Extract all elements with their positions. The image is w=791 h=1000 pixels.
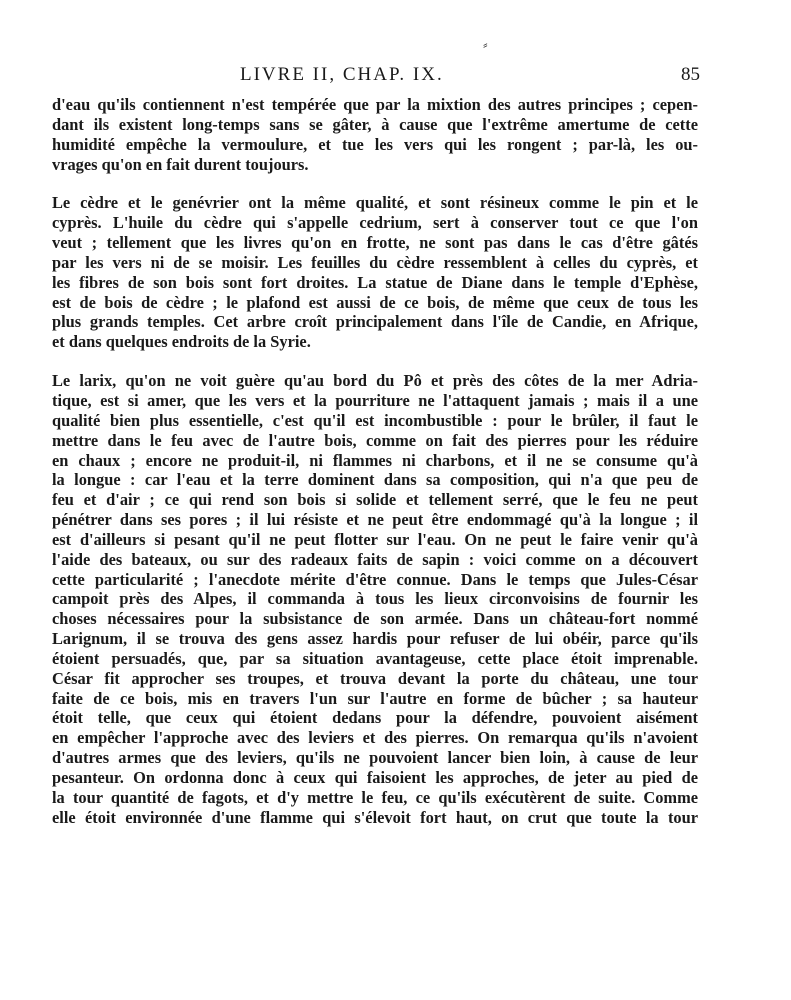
text-line: en empêcher l'approche avec des leviers et des pierres. On remarqua qu'ils n'avoient bbox=[52, 728, 698, 748]
ink-mark: ⸗ bbox=[483, 38, 488, 53]
paragraph-3 bbox=[52, 371, 698, 827]
text-line: et dans quelques endroits de la Syrie. bbox=[52, 332, 311, 352]
text-line: pénétrer dans ses pores ; il lui résiste et ne peut être endommagé qu'à la longue ; il bbox=[52, 510, 698, 530]
text-line: Le larix, qu'on ne voit guère qu'au bord du Pô et près des côtes de la mer Adria- bbox=[52, 371, 698, 391]
text-line: l'aide des bateaux, ou sur des radeaux faits de sapin : voici comme on a découvert bbox=[52, 549, 698, 569]
text-line: veut ; tellement que les livres qu'on en frotte, ne sont pas dans le cas d'être gâtés bbox=[52, 233, 698, 253]
text-line: d'autres armes que des leviers, qu'ils ne pouvoient lancer bien loin, à cause de leur bbox=[52, 748, 698, 768]
text-line: dant ils existent long-temps sans se gâter, à cause que l'extrême amertume de cette bbox=[52, 114, 698, 134]
text-line: vrages qu'on en fait durent toujours. bbox=[52, 154, 309, 174]
text-line: Larignum, il se trouva des gens assez hardis pour refuser de lui obéir, parce qu'ils bbox=[52, 629, 698, 649]
text-line: tique, est si amer, que les vers et la pourriture ne l'attaquent jamais ; mais il a une bbox=[52, 390, 698, 410]
text-line: la tour quantité de fagots, et d'y mettre le feu, ce qu'ils exécutèrent de suite. Comme bbox=[52, 787, 698, 807]
text-line: choses nécessaires pour la subsistance de son armée. Dans un château-fort nommé bbox=[52, 609, 698, 629]
text-line: feu et d'air ; ce qui rend son bois si solide et tellement serré, que le feu ne peut bbox=[52, 490, 698, 510]
text-line: est d'ailleurs si pesant qu'il ne peut flotter sur l'eau. On ne peut le faire venir qu'à bbox=[52, 529, 698, 549]
text-line: cyprès. L'huile du cèdre qui s'appelle cedrium, sert à conserver tout ce que l'on bbox=[52, 213, 698, 233]
page-number: 85 bbox=[681, 64, 700, 85]
text-line: mettre dans le feu avec de l'autre bois, comme on fait des pierres pour les réduire bbox=[52, 430, 698, 450]
text-line: qualité bien plus essentielle, c'est qu'il est incombustible : pour le brûler, il faut le bbox=[52, 410, 698, 430]
text-line: plus grands temples. Cet arbre croît principalement dans l'île de Candie, en Afrique, bbox=[52, 312, 698, 332]
text-line: campoit près des Alpes, il commanda à tous les lieux circonvoisins de fournir les bbox=[52, 589, 698, 609]
text-line: Le cèdre et le genévrier ont la même qualité, et sont résineux comme le pin et le bbox=[52, 193, 698, 213]
page-header bbox=[50, 64, 700, 92]
text-line: la longue : car l'eau et la terre dominent dans sa composition, qui n'a que peu de bbox=[52, 470, 698, 490]
text-line: César fit approcher ses troupes, et trouva devant la porte du château, une tour bbox=[52, 668, 698, 688]
paragraph-1 bbox=[52, 95, 698, 174]
text-line: est de bois de cèdre ; le plafond est aussi de ce bois, de même que ceux de tous les bbox=[52, 292, 698, 312]
text-line: cette particularité ; l'anecdote mérite d'être connue. Dans le temps que Jules-César bbox=[52, 569, 698, 589]
running-head: LIVRE II, CHAP. IX. bbox=[240, 64, 444, 85]
paragraph-gap bbox=[52, 352, 698, 371]
text-line: faite de ce bois, mis en travers l'un sur l'autre en forme de bûcher ; sa hauteur bbox=[52, 688, 698, 708]
text-line: les fibres de son bois sont fort droites. La statue de Diane dans le temple d'Ephèse, bbox=[52, 272, 698, 292]
text-line: en chaux ; encore ne produit-il, ni flammes ni charbons, et il ne se consume qu'à bbox=[52, 450, 698, 470]
text-line: étoient persuadés, que, par sa situation avantageuse, cette place étoit imprenable. bbox=[52, 648, 698, 668]
text-line: d'eau qu'ils contiennent n'est tempérée que par la mixtion des autres principes ; cepen- bbox=[52, 95, 698, 114]
text-line: par les vers ni de se moisir. Les feuilles du cèdre ressemblent à celles du cyprès, et bbox=[52, 252, 698, 272]
text-line: étoit telle, que ceux qui étoient dedans pour la défendre, pouvoient aisément bbox=[52, 708, 698, 728]
paragraph-gap bbox=[52, 174, 698, 193]
paragraph-2 bbox=[52, 193, 698, 352]
text-line: pesanteur. On ordonna donc à ceux qui faisoient les approches, de jeter au pied de bbox=[52, 768, 698, 787]
text-line: humidité empêche la vermoulure, et tue les vers qui les rongent ; par-là, les ou- bbox=[52, 134, 698, 154]
body-text bbox=[52, 95, 698, 828]
text-line: elle étoit environnée d'une flamme qui s'élevoit fort haut, on crut que toute la tour bbox=[52, 807, 698, 827]
